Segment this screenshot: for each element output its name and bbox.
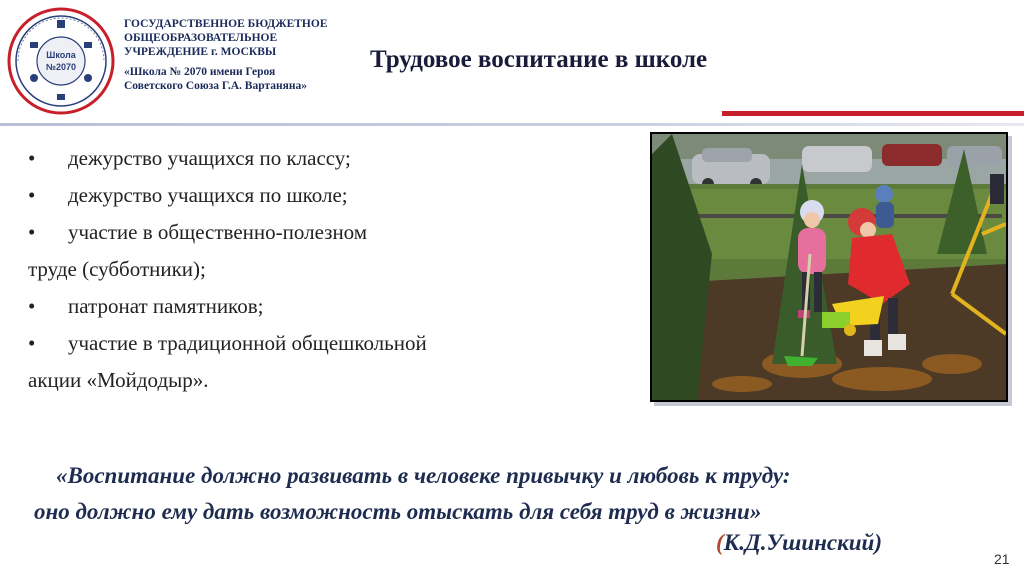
school-name-line-1: «Школа № 2070 имени Героя — [124, 66, 276, 78]
list-item — [28, 214, 628, 288]
bullet: • — [28, 183, 36, 207]
school-name — [124, 65, 384, 93]
list-item-text: участие в традиционной общешкольной — [68, 331, 427, 355]
header-divider — [0, 123, 1024, 126]
slide-title: Трудовое воспитание в школе — [370, 46, 708, 73]
svg-text:Школа: Школа — [46, 50, 76, 60]
bullet: • — [28, 331, 36, 355]
author-paren-open: ( — [716, 530, 724, 555]
activity-list — [28, 140, 628, 399]
list-item — [28, 325, 628, 399]
list-item-text: дежурство учащихся по школе; — [68, 183, 348, 207]
list-item-text: дежурство учащихся по классу; — [68, 146, 351, 170]
quote-line-1: «Воспитание должно развивать в человеке привычку и любовь к труду: — [56, 463, 791, 488]
org-line-2: ОБЩЕОБРАЗОВАТЕЛЬНОЕ — [124, 32, 278, 44]
list-item-text: патронат памятников; — [68, 294, 264, 318]
page-number: 21 — [994, 551, 1010, 567]
org-line-1: ГОСУДАРСТВЕННОЕ БЮДЖЕТНОЕ — [124, 18, 328, 30]
school-name-line-2: Советского Союза Г.А. Вартаняна» — [124, 80, 307, 92]
list-item — [28, 177, 628, 214]
quote-line-2: оно должно ему дать возможность отыскать для себя труд в жизни» — [34, 499, 762, 524]
org-line-3: УЧРЕЖДЕНИЕ г. МОСКВЫ — [124, 46, 277, 58]
children-cleaning-leaves-photo — [652, 134, 1006, 400]
bullet: • — [28, 146, 36, 170]
bullet: • — [28, 220, 36, 244]
photo-frame — [650, 132, 1008, 402]
list-item-continuation: акции «Мойдодыр». — [28, 368, 209, 392]
list-item-continuation: труде (субботники); — [28, 257, 206, 281]
svg-text:№2070: №2070 — [45, 62, 77, 72]
school-logo — [6, 6, 116, 116]
author-name: К.Д.Ушинский — [723, 530, 875, 555]
list-item-text: участие в общественно-полезном — [68, 220, 368, 244]
ushinsky-quote — [34, 458, 994, 530]
author-paren-close: ) — [874, 530, 883, 555]
quote-author — [716, 530, 882, 556]
list-item — [28, 140, 628, 177]
organization-name — [124, 17, 384, 93]
bullet: • — [28, 294, 36, 318]
header-accent-bar — [722, 111, 1024, 116]
list-item — [28, 288, 628, 325]
